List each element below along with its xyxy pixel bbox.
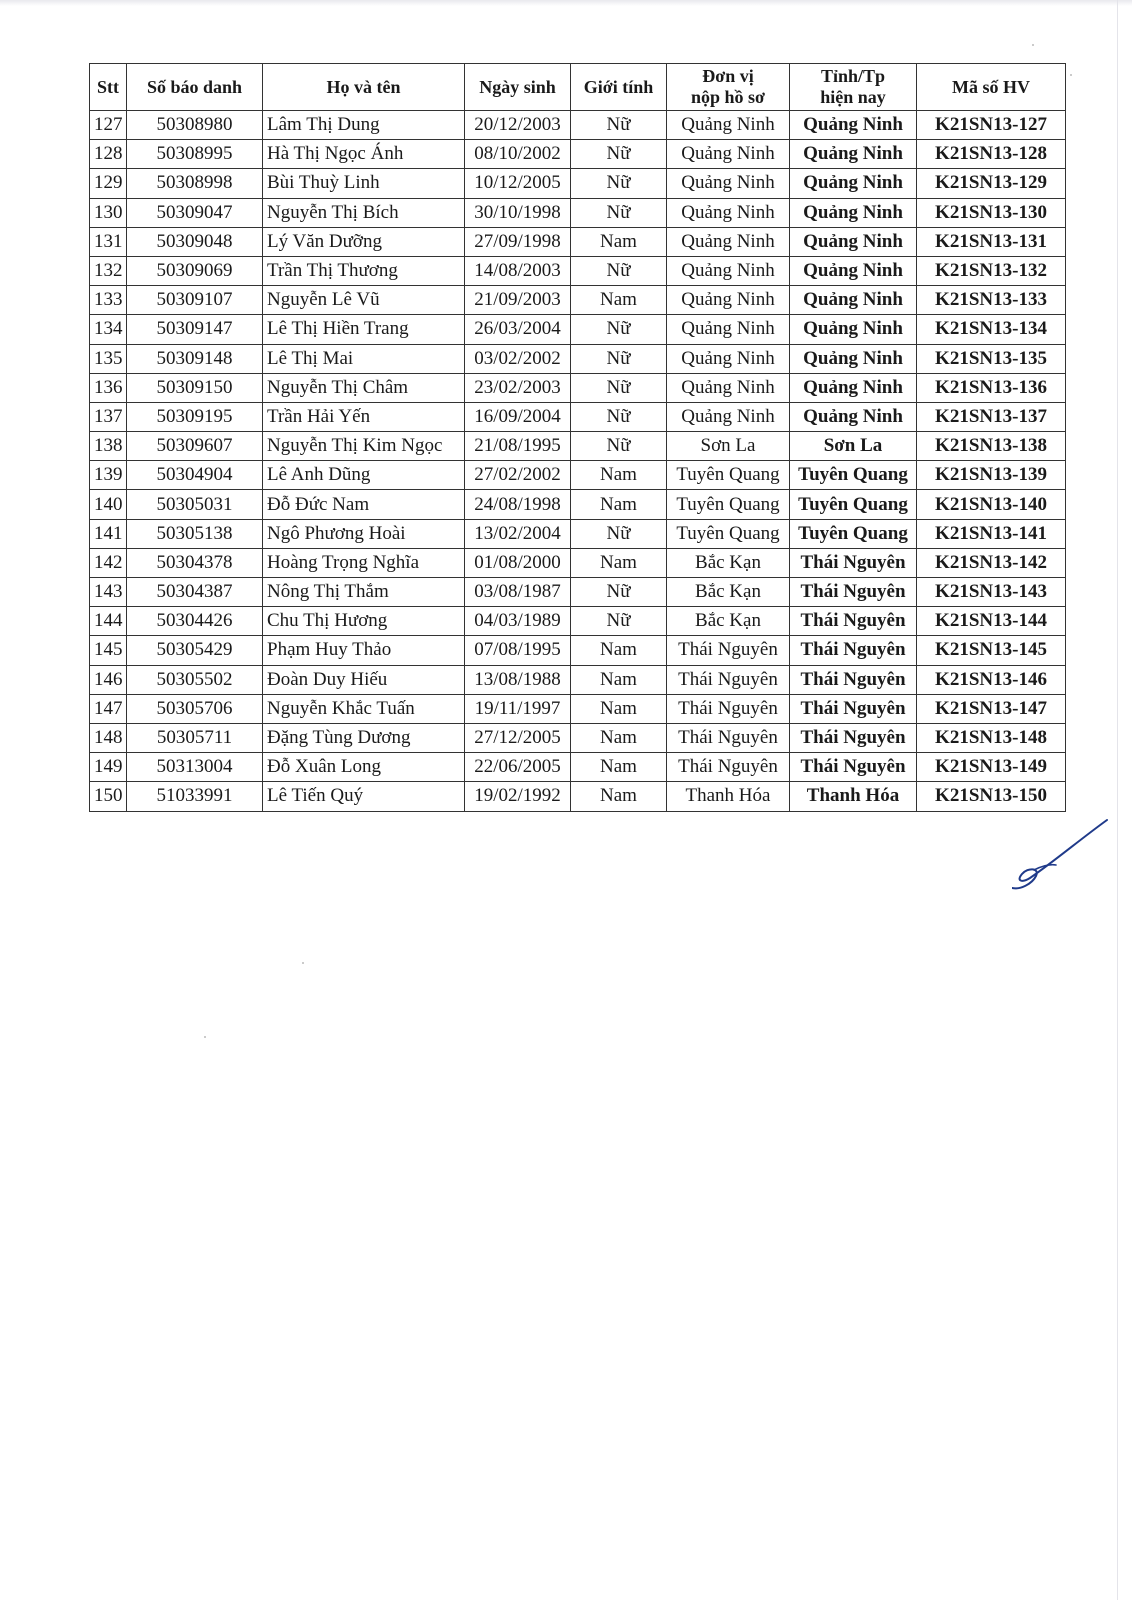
cell-ngay-sinh: 16/09/2004 <box>465 402 571 431</box>
cell-ma-so-hv: K21SN13-138 <box>917 432 1066 461</box>
cell-tinh-tp: Thái Nguyên <box>790 548 917 577</box>
cell-tinh-tp: Thái Nguyên <box>790 723 917 752</box>
cell-don-vi: Bắc Kạn <box>667 607 790 636</box>
cell-ma-so-hv: K21SN13-127 <box>917 111 1066 140</box>
cell-stt: 143 <box>90 578 127 607</box>
cell-ma-so-hv: K21SN13-143 <box>917 578 1066 607</box>
table-row <box>90 578 1066 607</box>
cell-tinh-tp: Quảng Ninh <box>790 402 917 431</box>
cell-ho-ten: Bùi Thuỳ Linh <box>263 169 465 198</box>
cell-ma-so-hv: K21SN13-139 <box>917 461 1066 490</box>
header-ngay-sinh: Ngày sinh <box>465 64 571 111</box>
cell-don-vi: Bắc Kạn <box>667 578 790 607</box>
cell-ngay-sinh: 19/02/1992 <box>465 782 571 811</box>
cell-tinh-tp: Thái Nguyên <box>790 694 917 723</box>
cell-ma-so-hv: K21SN13-150 <box>917 782 1066 811</box>
cell-ngay-sinh: 27/09/1998 <box>465 227 571 256</box>
header-don-vi <box>667 64 790 111</box>
cell-ho-ten: Đỗ Đức Nam <box>263 490 465 519</box>
cell-ngay-sinh: 20/12/2003 <box>465 111 571 140</box>
cell-stt: 138 <box>90 432 127 461</box>
cell-so-bao-danh: 50305706 <box>127 694 263 723</box>
cell-gioi-tinh: Nam <box>571 636 667 665</box>
cell-gioi-tinh: Nam <box>571 461 667 490</box>
cell-don-vi: Tuyên Quang <box>667 490 790 519</box>
cell-gioi-tinh: Nam <box>571 286 667 315</box>
header-gioi-tinh: Giới tính <box>571 64 667 111</box>
signature-initial <box>1012 818 1112 898</box>
cell-so-bao-danh: 50305502 <box>127 665 263 694</box>
cell-gioi-tinh: Nam <box>571 490 667 519</box>
cell-ngay-sinh: 23/02/2003 <box>465 373 571 402</box>
cell-ho-ten: Nguyễn Thị Kim Ngọc <box>263 432 465 461</box>
cell-so-bao-danh: 50305711 <box>127 723 263 752</box>
cell-stt: 139 <box>90 461 127 490</box>
table-row <box>90 607 1066 636</box>
cell-so-bao-danh: 50309195 <box>127 402 263 431</box>
cell-tinh-tp: Quảng Ninh <box>790 373 917 402</box>
cell-so-bao-danh: 50305429 <box>127 636 263 665</box>
cell-ma-so-hv: K21SN13-136 <box>917 373 1066 402</box>
cell-stt: 149 <box>90 753 127 782</box>
cell-ngay-sinh: 26/03/2004 <box>465 315 571 344</box>
cell-don-vi: Quảng Ninh <box>667 344 790 373</box>
cell-ma-so-hv: K21SN13-144 <box>917 607 1066 636</box>
cell-ma-so-hv: K21SN13-129 <box>917 169 1066 198</box>
cell-don-vi: Thái Nguyên <box>667 694 790 723</box>
cell-ho-ten: Lê Anh Dũng <box>263 461 465 490</box>
cell-ma-so-hv: K21SN13-131 <box>917 227 1066 256</box>
cell-don-vi: Tuyên Quang <box>667 519 790 548</box>
table-body <box>90 111 1066 812</box>
cell-gioi-tinh: Nữ <box>571 256 667 285</box>
cell-ho-ten: Trần Hải Yến <box>263 402 465 431</box>
cell-ngay-sinh: 21/08/1995 <box>465 432 571 461</box>
cell-stt: 129 <box>90 169 127 198</box>
cell-ngay-sinh: 14/08/2003 <box>465 256 571 285</box>
cell-ma-so-hv: K21SN13-141 <box>917 519 1066 548</box>
table-row <box>90 519 1066 548</box>
cell-ma-so-hv: K21SN13-134 <box>917 315 1066 344</box>
cell-don-vi: Thái Nguyên <box>667 636 790 665</box>
cell-ngay-sinh: 13/08/1988 <box>465 665 571 694</box>
cell-gioi-tinh: Nữ <box>571 315 667 344</box>
cell-stt: 137 <box>90 402 127 431</box>
table-row <box>90 432 1066 461</box>
table-row <box>90 315 1066 344</box>
cell-ho-ten: Hoàng Trọng Nghĩa <box>263 548 465 577</box>
cell-ngay-sinh: 19/11/1997 <box>465 694 571 723</box>
cell-ho-ten: Nguyễn Khắc Tuấn <box>263 694 465 723</box>
table-row <box>90 198 1066 227</box>
cell-stt: 147 <box>90 694 127 723</box>
table-row <box>90 461 1066 490</box>
cell-tinh-tp: Thái Nguyên <box>790 753 917 782</box>
cell-so-bao-danh: 50308995 <box>127 140 263 169</box>
cell-don-vi: Quảng Ninh <box>667 286 790 315</box>
cell-ngay-sinh: 27/12/2005 <box>465 723 571 752</box>
header-tinh-line2: hiện nay <box>820 87 886 107</box>
cell-tinh-tp: Tuyên Quang <box>790 490 917 519</box>
cell-gioi-tinh: Nam <box>571 723 667 752</box>
cell-don-vi: Quảng Ninh <box>667 227 790 256</box>
cell-so-bao-danh: 50309150 <box>127 373 263 402</box>
cell-don-vi: Quảng Ninh <box>667 169 790 198</box>
cell-stt: 130 <box>90 198 127 227</box>
cell-ma-so-hv: K21SN13-147 <box>917 694 1066 723</box>
cell-so-bao-danh: 50309047 <box>127 198 263 227</box>
cell-ngay-sinh: 30/10/1998 <box>465 198 571 227</box>
cell-so-bao-danh: 50309147 <box>127 315 263 344</box>
cell-ngay-sinh: 24/08/1998 <box>465 490 571 519</box>
cell-don-vi: Sơn La <box>667 432 790 461</box>
cell-gioi-tinh: Nữ <box>571 607 667 636</box>
cell-gioi-tinh: Nam <box>571 227 667 256</box>
cell-tinh-tp: Sơn La <box>790 432 917 461</box>
cell-so-bao-danh: 50308980 <box>127 111 263 140</box>
cell-ho-ten: Lê Thị Mai <box>263 344 465 373</box>
cell-don-vi: Tuyên Quang <box>667 461 790 490</box>
cell-tinh-tp: Quảng Ninh <box>790 169 917 198</box>
cell-so-bao-danh: 50304387 <box>127 578 263 607</box>
cell-so-bao-danh: 51033991 <box>127 782 263 811</box>
table-header <box>90 64 1066 111</box>
cell-tinh-tp: Tuyên Quang <box>790 519 917 548</box>
table-row <box>90 723 1066 752</box>
cell-ngay-sinh: 13/02/2004 <box>465 519 571 548</box>
cell-ma-so-hv: K21SN13-146 <box>917 665 1066 694</box>
cell-tinh-tp: Quảng Ninh <box>790 227 917 256</box>
cell-gioi-tinh: Nam <box>571 665 667 694</box>
cell-stt: 132 <box>90 256 127 285</box>
cell-stt: 142 <box>90 548 127 577</box>
cell-ho-ten: Nông Thị Thắm <box>263 578 465 607</box>
header-tinh-tp <box>790 64 917 111</box>
cell-ho-ten: Nguyễn Thị Châm <box>263 373 465 402</box>
cell-stt: 135 <box>90 344 127 373</box>
scan-speck <box>302 962 304 964</box>
cell-ho-ten: Lê Tiến Quý <box>263 782 465 811</box>
header-don-vi-line1: Đơn vị <box>702 66 754 86</box>
signature-stroke <box>1012 820 1107 888</box>
cell-tinh-tp: Quảng Ninh <box>790 198 917 227</box>
cell-tinh-tp: Thái Nguyên <box>790 578 917 607</box>
cell-stt: 127 <box>90 111 127 140</box>
scan-speck <box>1070 74 1072 76</box>
cell-don-vi: Quảng Ninh <box>667 315 790 344</box>
cell-tinh-tp: Thái Nguyên <box>790 665 917 694</box>
cell-ho-ten: Lê Thị Hiền Trang <box>263 315 465 344</box>
cell-don-vi: Quảng Ninh <box>667 140 790 169</box>
cell-gioi-tinh: Nữ <box>571 373 667 402</box>
cell-so-bao-danh: 50309069 <box>127 256 263 285</box>
cell-ho-ten: Đặng Tùng Dương <box>263 723 465 752</box>
table-row <box>90 286 1066 315</box>
header-so-bao-danh: Số báo danh <box>127 64 263 111</box>
cell-so-bao-danh: 50304378 <box>127 548 263 577</box>
cell-tinh-tp: Quảng Ninh <box>790 344 917 373</box>
table-row <box>90 753 1066 782</box>
cell-gioi-tinh: Nữ <box>571 578 667 607</box>
cell-ho-ten: Đỗ Xuân Long <box>263 753 465 782</box>
cell-gioi-tinh: Nam <box>571 753 667 782</box>
cell-tinh-tp: Tuyên Quang <box>790 461 917 490</box>
cell-ma-so-hv: K21SN13-149 <box>917 753 1066 782</box>
cell-stt: 131 <box>90 227 127 256</box>
scan-top-edge <box>0 0 1132 6</box>
cell-ma-so-hv: K21SN13-148 <box>917 723 1066 752</box>
cell-tinh-tp: Thái Nguyên <box>790 607 917 636</box>
cell-gioi-tinh: Nữ <box>571 519 667 548</box>
cell-tinh-tp: Quảng Ninh <box>790 315 917 344</box>
header-stt: Stt <box>90 64 127 111</box>
cell-stt: 148 <box>90 723 127 752</box>
cell-ho-ten: Chu Thị Hương <box>263 607 465 636</box>
cell-tinh-tp: Thanh Hóa <box>790 782 917 811</box>
table-row <box>90 490 1066 519</box>
cell-ho-ten: Phạm Huy Thảo <box>263 636 465 665</box>
cell-stt: 133 <box>90 286 127 315</box>
cell-ma-so-hv: K21SN13-132 <box>917 256 1066 285</box>
table-row <box>90 111 1066 140</box>
cell-don-vi: Thái Nguyên <box>667 753 790 782</box>
table-row <box>90 169 1066 198</box>
scan-right-edge <box>1117 0 1118 1600</box>
cell-tinh-tp: Quảng Ninh <box>790 140 917 169</box>
cell-ho-ten: Lý Văn Dưỡng <box>263 227 465 256</box>
cell-so-bao-danh: 50304426 <box>127 607 263 636</box>
cell-gioi-tinh: Nữ <box>571 111 667 140</box>
cell-ho-ten: Đoàn Duy Hiếu <box>263 665 465 694</box>
cell-ngay-sinh: 22/06/2005 <box>465 753 571 782</box>
cell-gioi-tinh: Nữ <box>571 198 667 227</box>
table-row <box>90 548 1066 577</box>
table-row <box>90 256 1066 285</box>
cell-ngay-sinh: 10/12/2005 <box>465 169 571 198</box>
cell-so-bao-danh: 50305031 <box>127 490 263 519</box>
cell-ngay-sinh: 03/08/1987 <box>465 578 571 607</box>
cell-stt: 128 <box>90 140 127 169</box>
cell-ngay-sinh: 07/08/1995 <box>465 636 571 665</box>
cell-ngay-sinh: 03/02/2002 <box>465 344 571 373</box>
cell-so-bao-danh: 50308998 <box>127 169 263 198</box>
cell-so-bao-danh: 50309607 <box>127 432 263 461</box>
cell-stt: 141 <box>90 519 127 548</box>
scan-speck <box>1032 44 1034 46</box>
cell-ma-so-hv: K21SN13-142 <box>917 548 1066 577</box>
cell-ma-so-hv: K21SN13-137 <box>917 402 1066 431</box>
cell-don-vi: Thái Nguyên <box>667 723 790 752</box>
table-row <box>90 665 1066 694</box>
cell-so-bao-danh: 50309048 <box>127 227 263 256</box>
cell-so-bao-danh: 50304904 <box>127 461 263 490</box>
table-row <box>90 636 1066 665</box>
cell-ho-ten: Ngô Phương Hoài <box>263 519 465 548</box>
cell-ngay-sinh: 21/09/2003 <box>465 286 571 315</box>
cell-ho-ten: Trần Thị Thương <box>263 256 465 285</box>
header-row <box>90 64 1066 111</box>
cell-so-bao-danh: 50313004 <box>127 753 263 782</box>
cell-stt: 144 <box>90 607 127 636</box>
table-row <box>90 402 1066 431</box>
cell-gioi-tinh: Nữ <box>571 402 667 431</box>
table-row <box>90 694 1066 723</box>
cell-gioi-tinh: Nữ <box>571 432 667 461</box>
cell-ho-ten: Hà Thị Ngọc Ánh <box>263 140 465 169</box>
cell-so-bao-danh: 50309107 <box>127 286 263 315</box>
cell-tinh-tp: Thái Nguyên <box>790 636 917 665</box>
cell-so-bao-danh: 50305138 <box>127 519 263 548</box>
scan-speck <box>204 1036 206 1038</box>
cell-don-vi: Quảng Ninh <box>667 111 790 140</box>
cell-don-vi: Quảng Ninh <box>667 256 790 285</box>
student-roster-table <box>89 63 1066 812</box>
cell-ma-so-hv: K21SN13-145 <box>917 636 1066 665</box>
cell-stt: 150 <box>90 782 127 811</box>
cell-don-vi: Bắc Kạn <box>667 548 790 577</box>
cell-don-vi: Thái Nguyên <box>667 665 790 694</box>
cell-ho-ten: Lâm Thị Dung <box>263 111 465 140</box>
cell-ma-so-hv: K21SN13-130 <box>917 198 1066 227</box>
cell-ma-so-hv: K21SN13-133 <box>917 286 1066 315</box>
cell-tinh-tp: Quảng Ninh <box>790 286 917 315</box>
header-ho-ten: Họ và tên <box>263 64 465 111</box>
cell-ngay-sinh: 27/02/2002 <box>465 461 571 490</box>
cell-ho-ten: Nguyễn Lê Vũ <box>263 286 465 315</box>
cell-ngay-sinh: 08/10/2002 <box>465 140 571 169</box>
cell-gioi-tinh: Nữ <box>571 169 667 198</box>
cell-gioi-tinh: Nam <box>571 782 667 811</box>
cell-ho-ten: Nguyễn Thị Bích <box>263 198 465 227</box>
table-row <box>90 373 1066 402</box>
table-row <box>90 344 1066 373</box>
cell-ma-so-hv: K21SN13-140 <box>917 490 1066 519</box>
cell-ma-so-hv: K21SN13-135 <box>917 344 1066 373</box>
cell-tinh-tp: Quảng Ninh <box>790 111 917 140</box>
cell-ngay-sinh: 01/08/2000 <box>465 548 571 577</box>
header-ma-so-hv: Mã số HV <box>917 64 1066 111</box>
cell-ngay-sinh: 04/03/1989 <box>465 607 571 636</box>
cell-ma-so-hv: K21SN13-128 <box>917 140 1066 169</box>
table-row <box>90 782 1066 811</box>
cell-stt: 145 <box>90 636 127 665</box>
cell-don-vi: Quảng Ninh <box>667 373 790 402</box>
cell-don-vi: Thanh Hóa <box>667 782 790 811</box>
header-don-vi-line2: nộp hồ sơ <box>690 87 765 107</box>
cell-stt: 146 <box>90 665 127 694</box>
cell-stt: 134 <box>90 315 127 344</box>
cell-gioi-tinh: Nữ <box>571 140 667 169</box>
cell-stt: 140 <box>90 490 127 519</box>
table-row <box>90 140 1066 169</box>
cell-tinh-tp: Quảng Ninh <box>790 256 917 285</box>
cell-stt: 136 <box>90 373 127 402</box>
cell-gioi-tinh: Nam <box>571 694 667 723</box>
cell-don-vi: Quảng Ninh <box>667 198 790 227</box>
cell-gioi-tinh: Nam <box>571 548 667 577</box>
cell-gioi-tinh: Nữ <box>571 344 667 373</box>
header-tinh-line1: Tỉnh/Tp <box>820 66 886 86</box>
table-row <box>90 227 1066 256</box>
cell-so-bao-danh: 50309148 <box>127 344 263 373</box>
cell-don-vi: Quảng Ninh <box>667 402 790 431</box>
